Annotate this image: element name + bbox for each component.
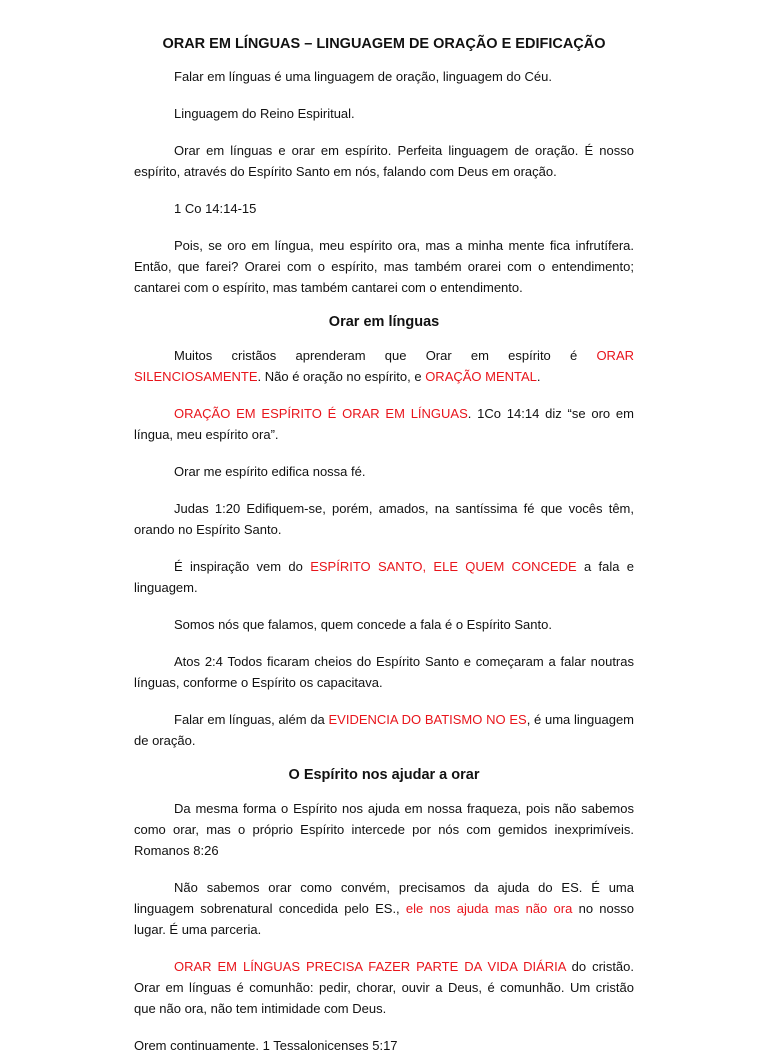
text-run: . 1Co 14:14 diz “se oro em língua, meu espírito ora”.: [134, 406, 634, 442]
intro-paragraph-1: Falar em línguas é uma linguagem de oração, linguagem do Céu.: [174, 69, 552, 84]
text-run: É inspiração vem do: [174, 559, 311, 574]
text-run: Não sabemos orar como convém, precisamos da ajuda do ES. É uma linguagem sobrenatural concedida pelo ES.,: [134, 880, 634, 916]
section1-paragraph-2: [134, 403, 634, 445]
section2-paragraph-4: Orem continuamente. 1 Tessalonicenses 5:17: [134, 1038, 398, 1053]
text-run: Falar em línguas, além da: [174, 712, 329, 727]
section-heading-orar-em-linguas: Orar em línguas: [328, 314, 440, 330]
highlight-text: ORAÇÃO MENTAL: [425, 369, 537, 384]
section2-paragraph-1: Da mesma forma o Espírito nos ajuda em nossa fraqueza, pois não sabemos como orar, mas o próprio Espírito intercede por nós com gemidos inexprimíveis. Romanos 8:26: [134, 801, 634, 858]
text-run: a fala e linguagem.: [134, 559, 634, 595]
section1-paragraph-4: Judas 1:20 Edifiquem-se, porém, amados, na santíssima fé que vocês têm, orando no Espírito Santo.: [134, 501, 634, 537]
section1-paragraph-1: [134, 345, 634, 387]
highlight-text: ORAR EM LÍNGUAS PRECISA FAZER PARTE DA VIDA DIÁRIA: [174, 959, 566, 974]
intro-paragraph-2: Linguagem do Reino Espiritual.: [174, 106, 355, 121]
section1-paragraph-7: Atos 2:4 Todos ficaram cheios do Espírito Santo e começaram a falar noutras línguas, conforme o Espírito os capacitava.: [134, 654, 634, 690]
highlight-text: ORAR SILENCIOSAMENTE: [134, 348, 634, 384]
section2-paragraph-2: [134, 877, 634, 940]
intro-paragraph-3: Orar em línguas e orar em espírito. Perfeita linguagem de oração. É nosso espírito, através do Espírito Santo em nós, falando com Deus em oração.: [134, 143, 634, 179]
highlight-text: ele nos ajuda mas não ora: [405, 901, 573, 916]
bible-reference: 1 Co 14:14-15: [174, 201, 257, 216]
section-heading-espirito-ajudar: O Espírito nos ajudar a orar: [288, 767, 480, 783]
section1-paragraph-5: [134, 556, 634, 598]
section1-paragraph-8: [134, 709, 634, 751]
text-run: .: [536, 369, 541, 384]
section1-paragraph-6: Somos nós que falamos, quem concede a fala é o Espírito Santo.: [174, 617, 552, 632]
intro-paragraph-5: Pois, se oro em língua, meu espírito ora, mas a minha mente fica infrutífera. Então, que farei? Orarei com o espírito, mas também orarei com o entendimento; cantarei com o espírito, mas também cantarei com o entendimento.: [134, 238, 634, 295]
highlight-text: ORAÇÃO EM ESPÍRITO É ORAR EM LÍNGUAS: [174, 406, 468, 421]
text-run: no nosso lugar. É uma parceria.: [134, 901, 634, 937]
text-run: Muitos cristãos aprenderam que Orar em espírito é: [174, 348, 597, 363]
document-title: ORAR EM LÍNGUAS – LINGUAGEM DE ORAÇÃO E EDIFICAÇÃO: [162, 36, 606, 52]
section1-paragraph-3: Orar me espírito edifica nossa fé.: [174, 464, 366, 479]
section2-paragraph-3: [134, 956, 634, 1019]
highlight-text: ESPÍRITO SANTO, ELE QUEM CONCEDE: [310, 559, 577, 574]
text-run: , é uma linguagem de oração.: [134, 712, 635, 748]
text-run: . Não é oração no espírito, e: [257, 369, 426, 384]
highlight-text: EVIDENCIA DO BATISMO NO ES: [328, 712, 527, 727]
text-run: do cristão. Orar em línguas é comunhão: pedir, chorar, ouvir a Deus, é comunhão. Um cristão que não ora, não tem intimidade com Deus.: [134, 959, 634, 1016]
